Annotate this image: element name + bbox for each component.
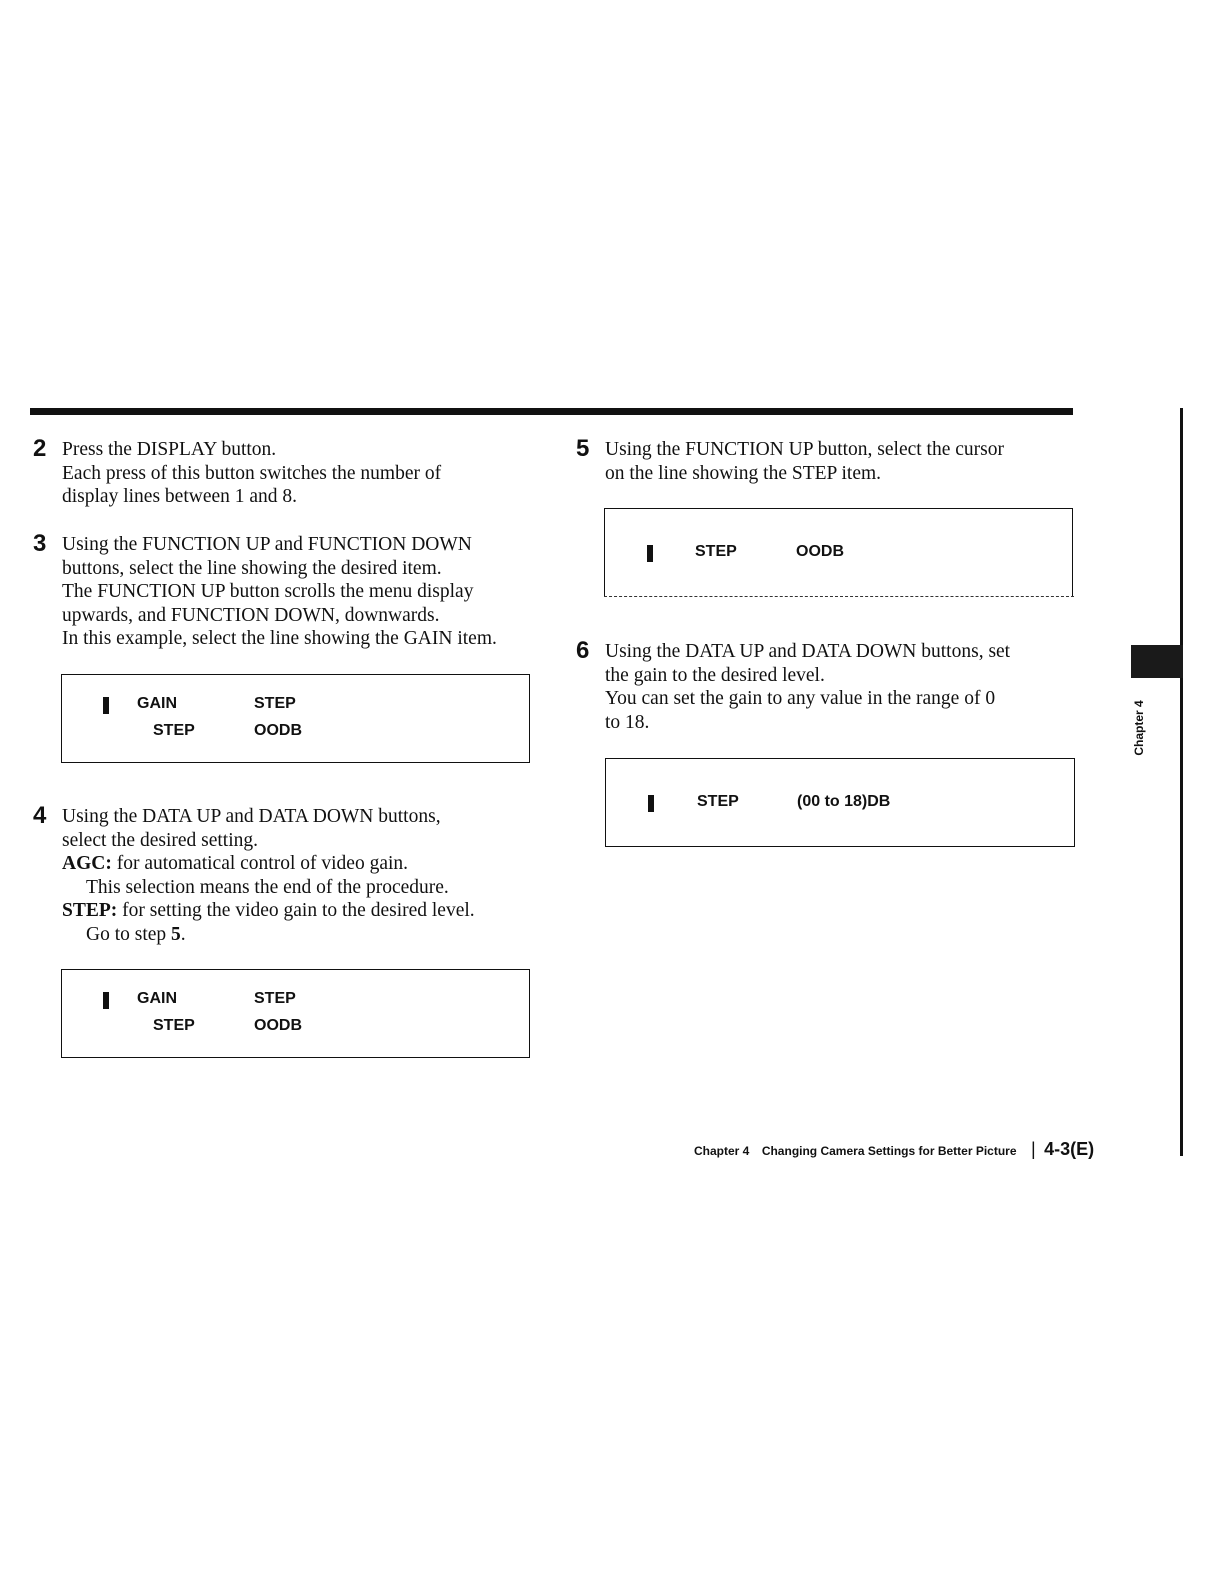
menu-item: STEP: [153, 722, 195, 739]
step-number: 3: [33, 530, 47, 557]
menu-value: OODB: [254, 722, 302, 739]
step-number: 2: [33, 435, 47, 462]
chapter-thumb-tab: [1131, 645, 1183, 678]
cursor-marker: [103, 992, 109, 1009]
menu-item: STEP: [697, 793, 739, 810]
right-edge-rule: [1180, 408, 1183, 1156]
step-text: Using the DATA UP and DATA DOWN buttons, set the gain to the desired level. You can set the gain to any value in the range of 0 to 18.: [605, 641, 1011, 733]
cursor-marker: [103, 697, 109, 714]
menu-value: OODB: [796, 543, 844, 560]
agc-option: AGC: for automatical control of video gain.: [62, 853, 409, 874]
footer-separator: |: [1030, 1139, 1036, 1159]
screen-bottom-edge: [604, 596, 1074, 597]
step-text: Press the DISPLAY button. Each press of this button switches the number of display lines between 1 and 8.: [62, 439, 442, 507]
page-footer: [694, 1139, 1094, 1160]
page-number: 4-3(E): [1044, 1139, 1095, 1159]
cursor-marker: [648, 795, 654, 812]
step-number: 6: [576, 637, 590, 664]
menu-display-step-range: [605, 758, 1075, 847]
top-rule: [30, 408, 1073, 415]
footer-chapter: Chapter 4: [694, 1144, 750, 1158]
menu-value: STEP: [254, 695, 296, 712]
chapter-side-label: Chapter 4: [1132, 700, 1146, 756]
step-option: STEP: for setting the video gain to the desired level.: [62, 900, 475, 921]
menu-value: STEP: [254, 990, 296, 1007]
menu-display-step-cursor: [604, 508, 1073, 597]
step-number: 5: [576, 435, 590, 462]
menu-value: (00 to 18)DB: [797, 793, 891, 810]
menu-item: GAIN: [137, 695, 177, 712]
menu-item: GAIN: [137, 990, 177, 1007]
menu-value: OODB: [254, 1017, 302, 1034]
menu-item: STEP: [695, 543, 737, 560]
spacer: [604, 201, 1072, 202]
menu-item: STEP: [153, 1017, 195, 1034]
footer-title: Changing Camera Settings for Better Picture: [761, 1144, 1017, 1158]
step-text: Using the FUNCTION UP button, select the cursor on the line showing the STEP item.: [605, 439, 1004, 484]
menu-display-gain: [61, 674, 530, 763]
menu-display-step-setting: [61, 969, 530, 1058]
cursor-marker: [647, 545, 653, 562]
step-number: 4: [33, 802, 47, 829]
step-text: Using the DATA UP and DATA DOWN buttons, select the desired setting. AGC: for automatical control of video gain. This selection means the end of the procedure. STEP: for setting the video gain to the desired level. Go to step 5.: [62, 806, 475, 945]
step-text: Using the FUNCTION UP and FUNCTION DOWN buttons, select the line showing the desired item. The FUNCTION UP button scrolls the menu display upwards, and FUNCTION DOWN, downwards. In this example, select the line showing the GAIN item.: [62, 534, 497, 649]
